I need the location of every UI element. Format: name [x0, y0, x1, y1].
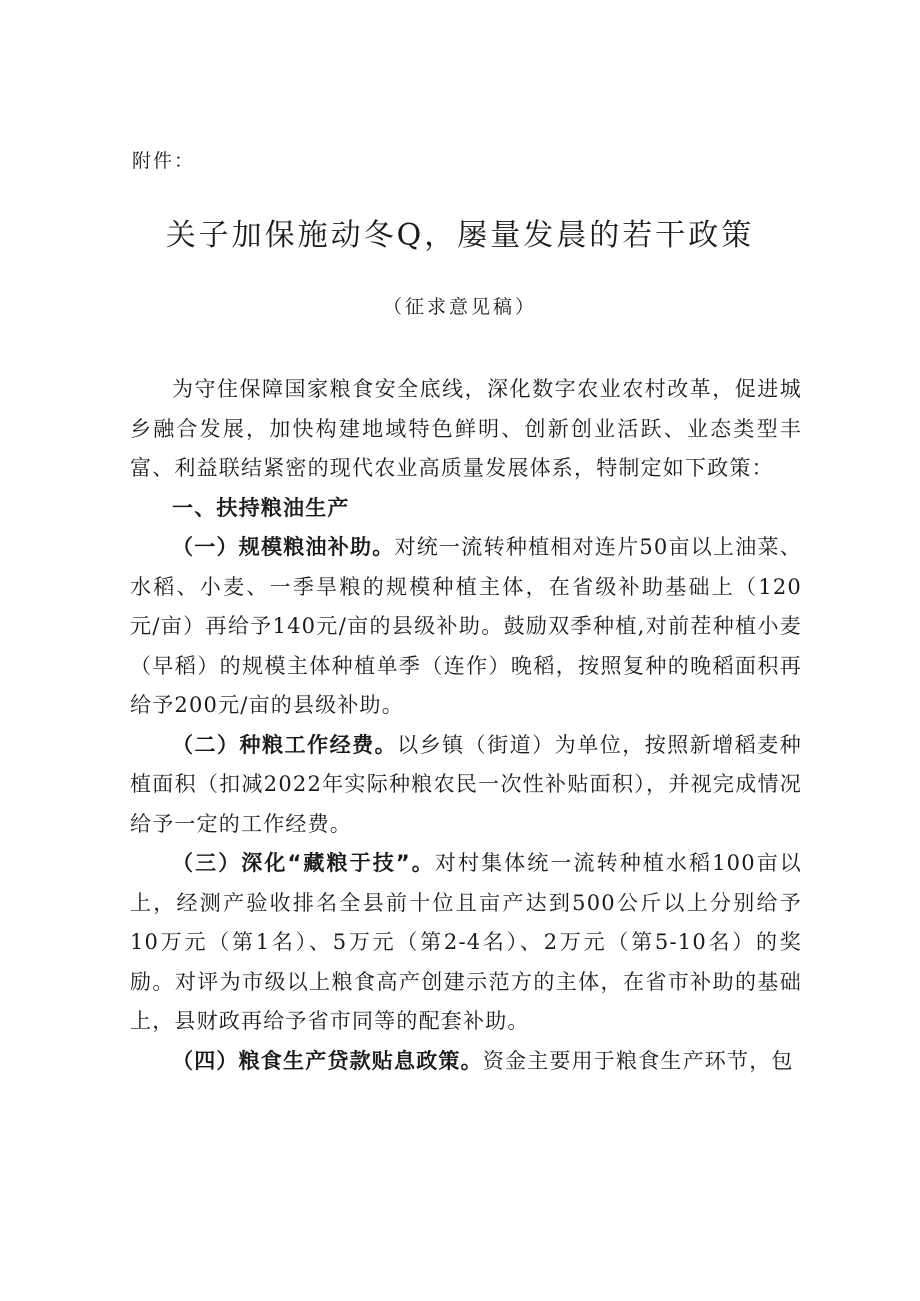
policy-item-4 [130, 1042, 802, 1082]
document-body [130, 370, 802, 1081]
policy-item-1-text: 对统一流转种植相对连片50亩以上油菜、水稻、小麦、一季旱粮的规模种植主体，在省级补助基础上（120元/亩）再给予140元/亩的县级补助。鼓励双季种植,对前茬种植小麦（早稻）的规模主体种植单季（连作）晚稻，按照复种的晚稻面积再给予200元/亩的县级补助。 [130, 535, 802, 717]
policy-item-1-lead: （一）规模粮油补助。 [172, 535, 395, 559]
attachment-label: 附件： [132, 150, 196, 172]
policy-item-3-lead: （三）深化“藏粮于技”。 [172, 851, 435, 875]
section-heading: 一、扶持粮油生产 [172, 495, 350, 520]
policy-item-4-lead: （四）粮食生产贷款贴息政策。 [172, 1048, 483, 1073]
policy-item-2-text: 以乡镇（街道）为单位，按照新增稻麦种植面积（扣减2022年实际种粮农民一次性补贴面积），并视完成情况给予一定的工作经费。 [130, 732, 802, 836]
document-subtitle: （征求意见稿） [382, 296, 537, 318]
policy-item-3 [130, 844, 802, 1042]
policy-item-3-text: 对村集体统一流转种植水稻100亩以上，经测产验收排名全县前十位且亩产达到500公斤以上分别给予10万元（第1名）、5万元（第2-4名）、2万元（第5-10名）的奖励。对评为市级以上粮食高产创建示范方的主体，在省市补助的基础上，县财政再给予省市同等的配套补助。 [130, 851, 802, 1033]
document-title: 关子加保施动冬Q，屡量发晨的若干政策 [165, 218, 755, 253]
policy-item-2 [130, 726, 802, 845]
intro-paragraph: 为守住保障国家粮食安全底线，深化数字农业农村改革，促进城乡融合发展，加快构建地域特色鲜明、创新创业活跃、业态类型丰富、利益联结紧密的现代农业高质量发展体系，特制定如下政策： [130, 377, 802, 480]
policy-item-1 [130, 528, 802, 726]
policy-item-4-text: 资金主要用于粮食生产环节，包 [482, 1048, 794, 1073]
policy-item-2-lead: （二）种粮工作经费。 [172, 732, 398, 757]
